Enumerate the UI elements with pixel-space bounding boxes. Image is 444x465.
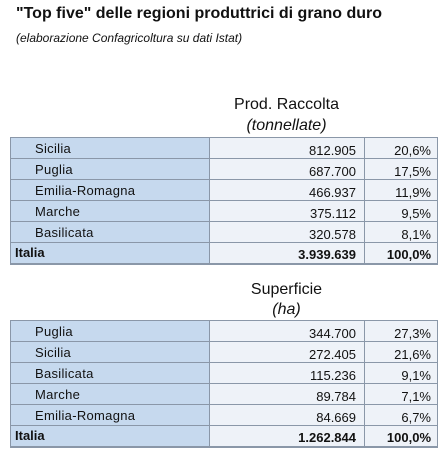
table-row — [11, 222, 438, 243]
total-value: 1.262.844 — [210, 426, 365, 447]
total-label: Italia — [11, 426, 210, 447]
table-row — [11, 384, 438, 405]
production-table — [10, 137, 438, 265]
value-cell: 466.937 — [210, 180, 365, 201]
region-cell: Basilicata — [11, 222, 210, 243]
percent-cell: 7,1% — [365, 384, 438, 405]
percent-cell: 17,5% — [365, 159, 438, 180]
value-cell: 320.578 — [210, 222, 365, 243]
total-percent: 100,0% — [365, 243, 438, 264]
percent-cell: 9,1% — [365, 363, 438, 384]
percent-cell: 9,5% — [365, 201, 438, 222]
region-cell: Puglia — [11, 321, 210, 342]
percent-cell: 27,3% — [365, 321, 438, 342]
surface-table — [10, 320, 438, 448]
page-subtitle: (elaborazione Confagricoltura su dati Istat) — [16, 31, 243, 45]
total-label: Italia — [11, 243, 210, 264]
value-cell: 812.905 — [210, 138, 365, 159]
table-row — [11, 180, 438, 201]
region-cell: Basilicata — [11, 363, 210, 384]
value-cell: 272.405 — [210, 342, 365, 363]
region-cell: Sicilia — [11, 342, 210, 363]
table-row — [11, 138, 438, 159]
value-cell: 375.112 — [210, 201, 365, 222]
value-cell: 687.700 — [210, 159, 365, 180]
table-row — [11, 342, 438, 363]
production-unit: (tonnellate) — [246, 117, 327, 134]
region-cell: Puglia — [11, 159, 210, 180]
percent-cell: 6,7% — [365, 405, 438, 426]
total-value: 3.939.639 — [210, 243, 365, 264]
table-row — [11, 363, 438, 384]
value-cell: 344.700 — [210, 321, 365, 342]
table-row — [11, 201, 438, 222]
percent-cell: 11,9% — [365, 180, 438, 201]
surface-header: Superficie — [250, 281, 323, 298]
value-cell: 84.669 — [210, 405, 365, 426]
region-cell: Marche — [11, 384, 210, 405]
region-cell: Emilia-Romagna — [11, 405, 210, 426]
production-header: Prod. Raccolta — [234, 96, 339, 113]
page-title: "Top five" delle regioni produttrici di grano duro — [16, 5, 382, 22]
percent-cell: 20,6% — [365, 138, 438, 159]
table-row — [11, 321, 438, 342]
percent-cell: 8,1% — [365, 222, 438, 243]
total-row — [11, 426, 438, 447]
value-cell: 89.784 — [210, 384, 365, 405]
table-row — [11, 405, 438, 426]
table-row — [11, 159, 438, 180]
surface-unit: (ha) — [272, 301, 301, 318]
region-cell: Sicilia — [11, 138, 210, 159]
region-cell: Marche — [11, 201, 210, 222]
total-percent: 100,0% — [365, 426, 438, 447]
value-cell: 115.236 — [210, 363, 365, 384]
total-row — [11, 243, 438, 264]
percent-cell: 21,6% — [365, 342, 438, 363]
region-cell: Emilia-Romagna — [11, 180, 210, 201]
